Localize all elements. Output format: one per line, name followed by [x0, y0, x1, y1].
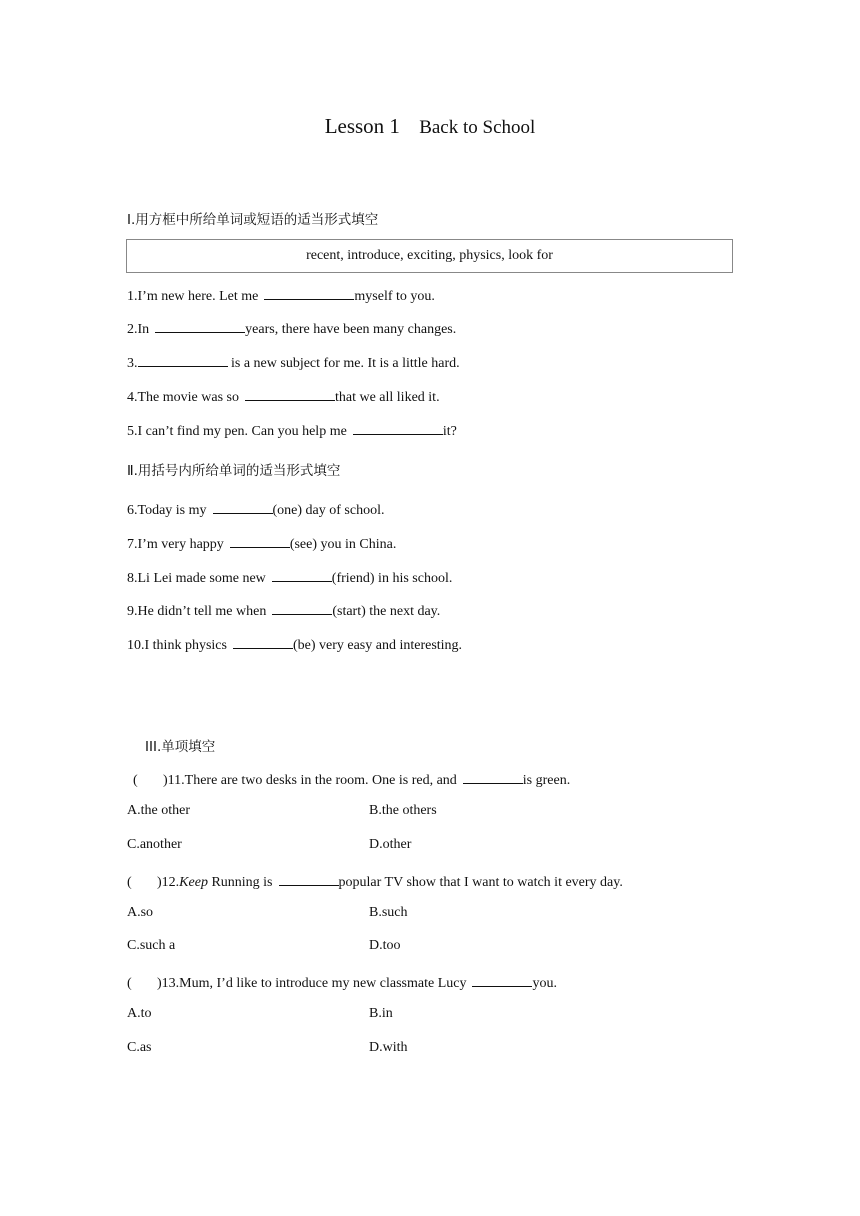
answer-blank[interactable]: [353, 420, 443, 435]
question-13: ( )13.Mum, I’d like to introduce my new classmate Lucy you.: [127, 972, 557, 992]
option-a[interactable]: A.so: [127, 905, 154, 920]
question-7: 7.I’m very happy (see) you in China.: [127, 533, 396, 553]
answer-blank[interactable]: [279, 871, 339, 886]
option-a[interactable]: A.the other: [127, 803, 190, 818]
answer-blank[interactable]: [138, 352, 228, 367]
answer-blank[interactable]: [272, 600, 332, 615]
option-row: [127, 803, 190, 819]
option-c[interactable]: C.another: [127, 837, 182, 852]
option-d[interactable]: D.with: [369, 1040, 408, 1055]
option-b[interactable]: B.such: [369, 905, 408, 920]
option-c[interactable]: C.as: [127, 1040, 152, 1055]
option-c[interactable]: C.such a: [127, 938, 176, 953]
answer-blank[interactable]: [155, 318, 245, 333]
question-2: 2.In years, there have been many changes.: [127, 318, 456, 338]
section-1-heading: Ⅰ.用方框中所给单词或短语的适当形式填空: [127, 212, 379, 228]
answer-blank[interactable]: [245, 386, 335, 401]
answer-blank[interactable]: [213, 499, 273, 514]
question-6: 6.Today is my (one) day of school.: [127, 499, 384, 519]
option-d[interactable]: D.other: [369, 837, 412, 852]
word-box: [126, 239, 733, 273]
question-4: 4.The movie was so that we all liked it.: [127, 386, 440, 406]
answer-blank[interactable]: [233, 634, 293, 649]
lesson-number: Lesson 1: [324, 114, 400, 138]
answer-blank[interactable]: [272, 567, 332, 582]
option-d[interactable]: D.too: [369, 938, 401, 953]
question-11: ( )11.There are two desks in the room. One is red, and is green.: [133, 769, 570, 789]
question-12: ( )12.Keep Running is popular TV show that I want to watch it every day.: [127, 871, 623, 891]
question-3: 3. is a new subject for me. It is a little hard.: [127, 352, 460, 372]
section-2-heading: Ⅱ.用括号内所给单词的适当形式填空: [127, 463, 341, 479]
question-8: 8.Li Lei made some new (friend) in his school.: [127, 567, 452, 587]
option-b[interactable]: B.in: [369, 1006, 393, 1021]
question-9: 9.He didn’t tell me when (start) the next day.: [127, 600, 440, 620]
option-a[interactable]: A.to: [127, 1006, 152, 1021]
answer-blank[interactable]: [472, 972, 532, 987]
question-1: 1.I’m new here. Let me myself to you.: [127, 285, 435, 305]
word-box-text: recent, introduce, exciting, physics, look for: [306, 248, 553, 263]
page-title: [0, 114, 860, 139]
option-b[interactable]: B.the others: [369, 803, 437, 818]
answer-blank[interactable]: [230, 533, 290, 548]
answer-blank[interactable]: [264, 285, 354, 300]
section-3-heading: III.单项填空: [145, 739, 216, 755]
lesson-name: Back to School: [419, 117, 536, 138]
question-5: 5.I can’t find my pen. Can you help me it?: [127, 420, 457, 440]
question-10: 10.I think physics (be) very easy and interesting.: [127, 634, 462, 654]
answer-blank[interactable]: [463, 769, 523, 784]
show-title-italic: Keep: [179, 875, 208, 890]
